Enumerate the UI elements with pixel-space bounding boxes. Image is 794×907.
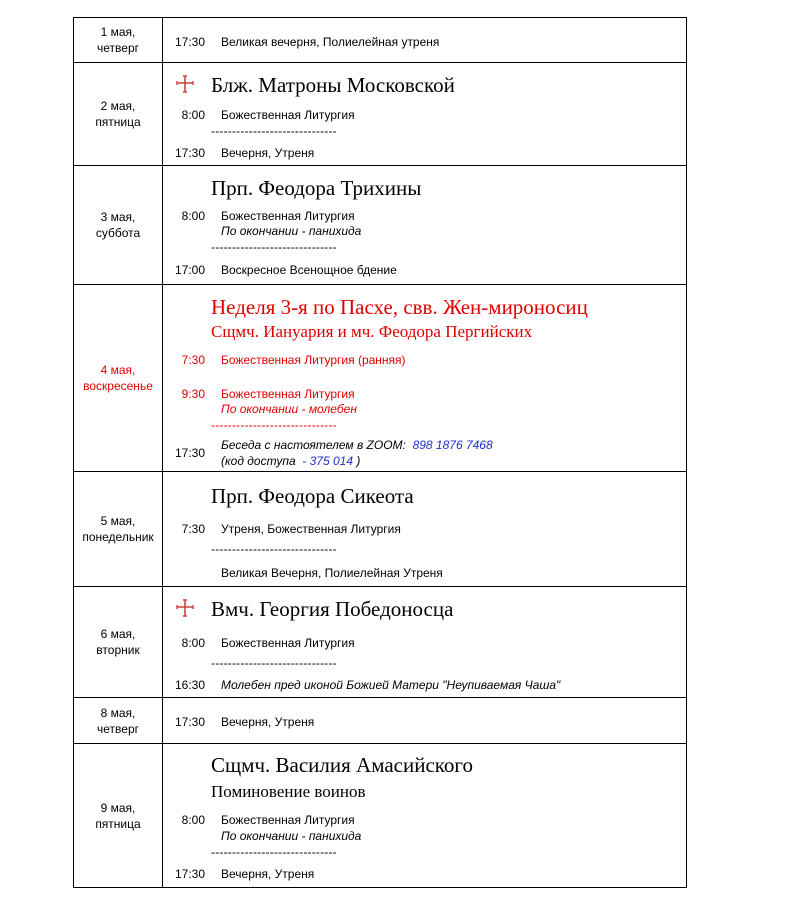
date-cell [74,698,163,744]
weekday: пятница [95,115,141,129]
service-time: 17:30 [174,446,205,460]
separator: ------------------------------ [211,656,337,670]
feast-subtitle: Сщмч. Иануария и мч. Феодора Пергийских [211,322,533,341]
date: 2 мая, [100,99,136,113]
service-name: Божественная Литургия [221,387,355,401]
service-time: 8:00 [181,813,205,827]
service-time: 17:30 [174,867,205,881]
access-code[interactable]: - 375 014 [302,454,354,468]
service-name: Великая Вечерня, Полиелейная Утреня [221,566,443,580]
feast-title: Вмч. Георгия Победоносца [211,597,454,621]
service-time: 17:00 [174,263,205,277]
schedule-row [74,744,687,888]
access-close: ) [356,454,361,468]
date-cell [74,166,163,285]
date-cell [74,18,163,63]
feast-title: Блж. Матроны Московской [211,73,455,97]
service-time: 17:30 [174,35,205,49]
schedule-row [74,63,687,166]
date-cell [74,63,163,166]
service-name: Вечерня, Утреня [221,715,315,729]
service-name: Божественная Литургия [221,813,355,827]
service-time: 7:30 [181,522,205,536]
service-cell [163,166,687,285]
weekday: вторник [96,643,140,657]
service-time: 17:30 [174,146,205,160]
service-name: Божественная Литургия [221,636,355,650]
service-time: 8:00 [181,209,205,223]
service-name: Великая вечерня, Полиелейная утреня [221,35,440,49]
service-cell [163,63,687,166]
date-cell [74,744,163,888]
red-cross-icon [175,74,195,94]
schedule-row [74,587,687,698]
weekday: суббота [95,226,141,240]
service-cell [163,587,687,698]
service-note: По окончании - молебен [221,402,357,416]
feast-title: Сщмч. Василия Амасийского [211,753,474,777]
feast-title: Прп. Феодора Трихины [211,176,422,200]
date-cell [74,472,163,587]
service-name: Божественная Литургия [221,108,355,122]
service-time: 9:30 [181,387,205,401]
zoom-label: Беседа с настоятелем в ZOOM: [221,438,406,452]
service-cell [163,472,687,587]
date: 1 мая, [100,25,136,39]
schedule-table [73,17,687,888]
service-cell [163,18,687,63]
feast-title: Прп. Феодора Сикеота [211,484,414,508]
date: 4 мая, [100,363,136,377]
service-time: 16:30 [174,678,205,692]
service-name: Вечерня, Утреня [221,867,315,881]
weekday: пятница [95,816,141,831]
red-cross-icon [175,598,195,618]
schedule-row [74,285,687,472]
zoom-access [221,454,360,468]
service-time: 8:00 [181,108,205,122]
service-note: По окончании - панихида [221,224,362,238]
weekday: четверг [97,41,139,55]
schedule-row [74,472,687,587]
service-name: Вечерня, Утреня [221,146,315,160]
separator: ------------------------------ [211,418,337,432]
separator: ------------------------------ [211,124,337,138]
date-cell [74,587,163,698]
service-cell [163,744,687,888]
date: 3 мая, [100,210,136,224]
date: 5 мая, [100,514,136,528]
service-name: Воскресное Всенощное бдение [221,263,397,277]
feast-subtitle: Поминовение воинов [211,782,366,801]
date-cell [74,285,163,472]
schedule-row [74,18,687,63]
zoom-id[interactable]: 898 1876 7468 [412,438,493,452]
schedule-row [74,698,687,744]
service-time: 17:30 [174,715,205,729]
separator: ------------------------------ [211,240,337,254]
weekday: четверг [97,721,139,736]
date: 9 мая, [100,800,136,815]
service-time: 7:30 [181,353,205,367]
service-name: Божественная Литургия (ранняя) [221,353,406,367]
date: 8 мая, [100,705,136,720]
separator: ------------------------------ [211,845,337,859]
service-name: Молебен пред иконой Божией Матери "Неупиваемая Чаша" [221,678,561,692]
separator: ------------------------------ [211,542,337,556]
feast-title: Неделя 3-я по Пасхе, свв. Жен-мироносиц [211,295,588,319]
service-name: Утреня, Божественная Литургия [221,522,401,536]
access-label: (код доступа [221,454,296,468]
service-time: 8:00 [181,636,205,650]
weekday: понедельник [82,530,154,544]
zoom-talk [221,438,493,452]
service-cell [163,698,687,744]
service-note: По окончании - панихида [221,829,362,843]
schedule-row [74,166,687,285]
service-name: Божественная Литургия [221,209,355,223]
weekday: воскресенье [83,379,153,393]
date: 6 мая, [100,627,136,641]
service-cell [163,285,687,472]
